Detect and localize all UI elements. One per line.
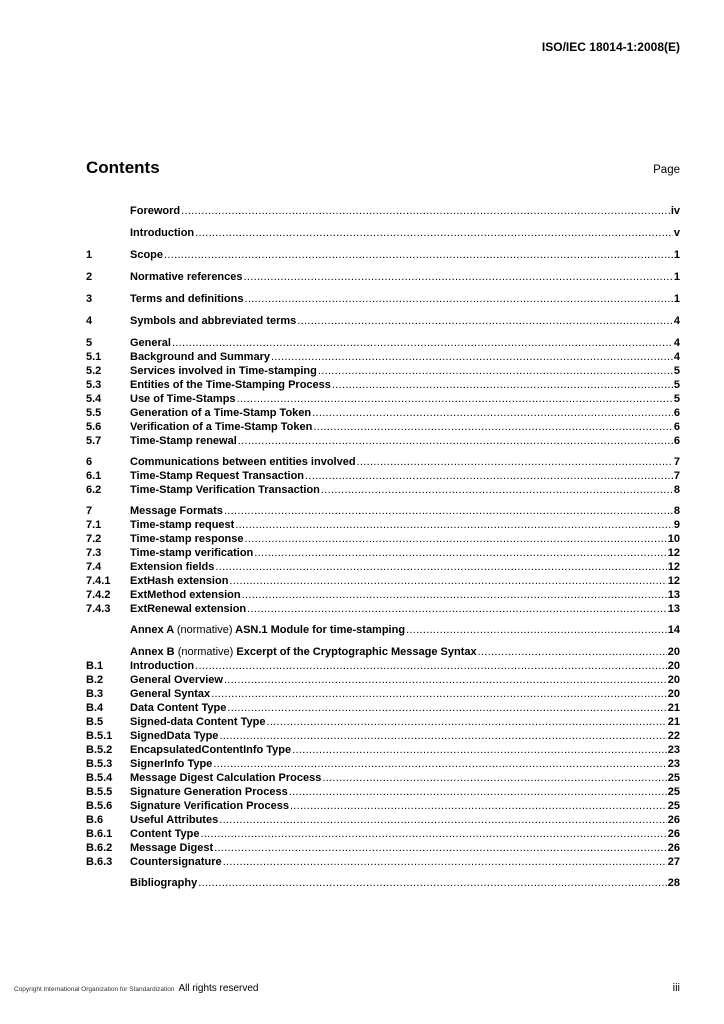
toc-entry-title: Time-Stamp Verification Transaction [130,484,320,496]
toc-entry-page: 5 [673,379,680,391]
toc-entry-page: 27 [667,856,680,868]
toc-entry[interactable] [86,392,680,406]
toc-entry[interactable] [86,455,680,469]
toc-leader-dots [266,715,666,729]
page-column-label: Page [653,164,680,176]
toc-entry-title: Content Type [130,828,200,840]
toc-entry-title: Signature Generation Process [130,786,288,798]
toc-leader-dots [357,455,673,469]
toc-entry-page: 20 [667,646,680,658]
toc-entry[interactable] [86,743,680,757]
toc-entry-page: 7 [673,456,680,468]
toc-leader-dots [172,336,673,350]
toc-entry-title: Normative references [130,271,243,283]
toc-leader-dots [245,532,667,546]
toc-entry[interactable] [86,292,680,307]
toc-leader-dots [211,687,667,701]
toc-entry-number: 5.2 [86,365,102,377]
toc-leader-dots [198,876,667,890]
toc-entry-page: 7 [673,470,680,482]
toc-entry-title: SignedData Type [130,730,219,742]
toc-entry-title: Signature Verification Process [130,800,289,812]
annex-qualifier: (normative) [176,624,233,636]
toc-entry[interactable] [86,813,680,827]
toc-entry[interactable] [86,420,680,434]
toc-leader-dots [321,483,673,497]
toc-entry-page: 12 [667,561,680,573]
toc-group [86,336,680,448]
toc-leader-dots [271,350,673,364]
toc-entry[interactable] [86,226,680,241]
toc-entry-number: B.5.6 [86,800,113,812]
footer-copyright-small: Copyright International Organization for Standardization [14,986,175,993]
toc-leader-dots [215,560,666,574]
toc-leader-dots [297,314,673,328]
toc-entry-page: 4 [673,315,680,327]
toc-entry-title: Introduction [130,660,195,672]
toc-group [86,623,680,638]
toc-entry[interactable] [86,248,680,263]
toc-entry-page: iv [670,205,680,217]
toc-leader-dots [224,504,673,518]
toc-entry-page: 21 [667,716,680,728]
toc-group [86,270,680,285]
toc-entry-title: Message Formats [130,505,223,517]
toc-leader-dots [195,659,667,673]
toc-entry-page: 23 [667,744,680,756]
footer-copyright [14,983,258,994]
toc-leader-dots [244,292,672,306]
toc-leader-dots [244,270,673,284]
toc-entry-number: B.4 [86,702,104,714]
toc-entry[interactable] [86,406,680,420]
toc-entry[interactable] [86,378,680,392]
toc-entry[interactable] [86,729,680,743]
toc-entry-title: Entities of the Time-Stamping Process [130,379,331,391]
toc-entry-number: 2 [86,271,93,283]
toc-entry-title: Generation of a Time-Stamp Token [130,407,312,419]
toc-entry-number: B.3 [86,688,104,700]
toc-entry[interactable] [86,560,680,574]
toc-entry-title: Message Digest Calculation Process [130,772,322,784]
toc-leader-dots [332,378,673,392]
toc-leader-dots [478,645,667,659]
toc-entry-title: General [130,337,171,349]
toc-entry-number: 6.2 [86,484,102,496]
toc-entry-page: 20 [667,688,680,700]
toc-entry-number: B.5.2 [86,744,113,756]
toc-group [86,504,680,616]
toc-entry-title: Bibliography [130,877,198,889]
toc-leader-dots [227,701,666,715]
toc-entry-title: General Syntax [130,688,211,700]
toc-entry-title: Time-Stamp renewal [130,435,237,447]
toc-leader-dots [164,248,673,262]
toc-entry-title: Countersignature [130,856,222,868]
toc-entry-title [130,645,477,659]
toc-leader-dots [318,364,673,378]
toc-leader-dots [181,204,670,218]
toc-entry-title: Time-stamp request [130,519,235,531]
toc-entry[interactable] [86,715,680,729]
toc-entry-page: 28 [667,877,680,889]
toc-entry-title: Signed-data Content Type [130,716,266,728]
toc-entry-title [130,623,405,638]
toc-entry-number: B.1 [86,660,104,672]
toc-entry[interactable] [86,518,680,532]
toc-entry-title: Extension fields [130,561,215,573]
toc-entry-number: 5.1 [86,351,102,363]
toc-entry-page: 6 [673,435,680,447]
toc-entry-page: 26 [667,828,680,840]
toc-leader-dots [312,406,673,420]
annex-title: Excerpt of the Cryptographic Message Syntax [236,646,477,658]
toc-entry-page: 5 [673,393,680,405]
toc-entry-number: B.5 [86,716,104,728]
contents-title: Contents [86,158,160,177]
toc-entry-page: 25 [667,772,680,784]
toc-entry-title: Background and Summary [130,351,270,363]
toc-entry-number: 5.7 [86,435,102,447]
toc-entry-number: 7.4 [86,561,102,573]
standard-reference: ISO/IEC 18014-1:2008(E) [541,40,680,54]
toc-entry[interactable] [86,771,680,785]
toc-entry-number: B.5.3 [86,758,113,770]
toc-entry-number: 1 [86,249,93,261]
toc-entry-title: Scope [130,249,164,261]
toc-leader-dots [305,469,673,483]
footer-rights: All rights reserved [178,983,259,994]
toc-entry-title: ExtMethod extension [130,589,241,601]
toc-entry-page: 20 [667,674,680,686]
toc-entry[interactable] [86,602,680,616]
toc-entry-page: 1 [673,293,680,305]
toc-entry[interactable] [86,757,680,771]
toc-entry-number: B.2 [86,674,104,686]
toc-entry[interactable] [86,270,680,285]
toc-leader-dots [247,602,667,616]
toc-entry-page: 13 [667,589,680,601]
annex-label: Annex B [130,646,175,658]
toc-leader-dots [313,420,673,434]
toc-entry-number: 7.4.3 [86,603,111,615]
toc-entry[interactable] [86,504,680,518]
toc-entry[interactable] [86,701,680,715]
toc-entry-number: 3 [86,293,93,305]
toc-group [86,876,680,891]
toc-entry-title: ExtHash extension [130,575,229,587]
toc-leader-dots [289,785,667,799]
toc-leader-dots [406,623,667,637]
annex-qualifier: (normative) [177,646,234,658]
toc-entry-number: B.5.5 [86,786,113,798]
toc-leader-dots [214,841,667,855]
toc-entry-page: 4 [673,351,680,363]
toc-entry[interactable] [86,204,680,219]
toc-entry-page: 12 [667,575,680,587]
toc-entry-page: 12 [667,547,680,559]
toc-entry-title: Foreword [130,205,181,217]
toc-entry-page: 13 [667,603,680,615]
toc-entry[interactable] [86,574,680,588]
toc-entry-title: ExtRenewal extension [130,603,247,615]
toc-entry-title: EncapsulatedContentInfo Type [130,744,292,756]
toc-entry-number: B.6.1 [86,828,113,840]
toc-entry-number: B.5.1 [86,730,113,742]
toc-entry-number: 5.5 [86,407,102,419]
annex-title: ASN.1 Module for time-stamping [235,624,406,636]
toc-entry-number: B.6.3 [86,856,113,868]
toc-entry[interactable] [86,546,680,560]
toc-entry-number: B.5.4 [86,772,113,784]
toc-entry-title: SignerInfo Type [130,758,213,770]
toc-entry-number: 6.1 [86,470,102,482]
toc-leader-dots [254,546,666,560]
toc-entry-number: B.6.2 [86,842,113,854]
toc-entry-page: 4 [673,337,680,349]
toc-leader-dots [237,392,673,406]
toc-entry[interactable] [86,855,680,869]
toc-entry-title: Time-stamp verification [130,547,254,559]
toc-leader-dots [219,813,667,827]
annex-label: Annex A [130,624,174,636]
toc-entry[interactable] [86,785,680,799]
toc-entry-page: 22 [667,730,680,742]
toc-entry-number: 7 [86,505,93,517]
toc-entry-page: 26 [667,814,680,826]
toc-entry[interactable] [86,799,680,813]
toc-entry-title: Time-Stamp Request Transaction [130,470,305,482]
toc-entry-page: 6 [673,421,680,433]
toc-entry-page: 25 [667,800,680,812]
toc-entry[interactable] [86,469,680,483]
footer-page-number: iii [672,982,680,994]
toc-leader-dots [229,574,666,588]
toc-entry-page: 14 [667,624,680,636]
toc-group [86,226,680,241]
toc-entry[interactable] [86,532,680,546]
toc-entry-number: 7.2 [86,533,102,545]
toc-entry-title: Introduction [130,227,195,239]
toc-entry[interactable] [86,659,680,673]
toc-leader-dots [322,771,666,785]
toc-entry[interactable] [86,687,680,701]
toc-entry-page: 8 [673,505,680,517]
toc-entry-number: 5.4 [86,393,102,405]
toc-entry[interactable] [86,350,680,364]
toc-entry[interactable] [86,434,680,448]
toc-entry-page: 26 [667,842,680,854]
toc-entry-title: Communications between entities involved [130,456,356,468]
toc-group [86,455,680,497]
toc-entry[interactable] [86,314,680,329]
toc-entry-title: General Overview [130,674,223,686]
toc-entry-title: Terms and definitions [130,293,244,305]
toc-entry-number: 4 [86,315,93,327]
toc-group [86,645,680,869]
toc-group [86,314,680,329]
toc-entry-page: 21 [667,702,680,714]
toc-entry-page: 20 [667,660,680,672]
toc-entry[interactable] [86,841,680,855]
toc-entry-page: v [673,227,680,239]
toc-entry-number: 7.3 [86,547,102,559]
toc-entry-page: 1 [673,271,680,283]
toc-entry[interactable] [86,876,680,891]
toc-group [86,248,680,263]
toc-entry-title: Services involved in Time-stamping [130,365,317,377]
toc-entry[interactable] [86,483,680,497]
toc-entry-number: B.6 [86,814,104,826]
toc-entry[interactable] [86,623,680,638]
toc-entry-number: 7.4.1 [86,575,111,587]
toc-entry-title: Useful Attributes [130,814,219,826]
toc-leader-dots [290,799,667,813]
toc-entry[interactable] [86,336,680,350]
toc-entry-number: 6 [86,456,93,468]
toc-entry[interactable] [86,673,680,687]
toc-leader-dots [238,434,673,448]
toc-group [86,292,680,307]
toc-leader-dots [235,518,673,532]
toc-entry-page: 6 [673,407,680,419]
toc-entry-title: Verification of a Time-Stamp Token [130,421,313,433]
toc-entry-title: Time-stamp response [130,533,244,545]
toc-entry-number: 7.1 [86,519,102,531]
contents-title-row [86,158,680,178]
table-of-contents [86,204,680,898]
toc-entry-page: 25 [667,786,680,798]
toc-entry-page: 9 [673,519,680,531]
toc-leader-dots [224,673,667,687]
toc-entry-page: 10 [667,533,680,545]
toc-entry[interactable] [86,827,680,841]
toc-leader-dots [223,855,667,869]
toc-entry-title: Message Digest [130,842,214,854]
toc-entry-page: 5 [673,365,680,377]
toc-entry-page: 1 [673,249,680,261]
toc-leader-dots [292,743,667,757]
toc-leader-dots [195,226,673,240]
toc-leader-dots [242,588,667,602]
toc-group [86,204,680,219]
toc-entry-title: Data Content Type [130,702,227,714]
toc-leader-dots [213,757,666,771]
toc-entry-title: Use of Time-Stamps [130,393,236,405]
toc-leader-dots [200,827,666,841]
toc-entry-number: 5.6 [86,421,102,433]
toc-entry-page: 8 [673,484,680,496]
toc-entry[interactable] [86,645,680,659]
toc-entry-number: 5 [86,337,93,349]
toc-leader-dots [219,729,666,743]
toc-entry-page: 23 [667,758,680,770]
toc-entry-number: 5.3 [86,379,102,391]
toc-entry-title: Symbols and abbreviated terms [130,315,297,327]
toc-entry[interactable] [86,364,680,378]
toc-entry[interactable] [86,588,680,602]
toc-entry-number: 7.4.2 [86,589,111,601]
